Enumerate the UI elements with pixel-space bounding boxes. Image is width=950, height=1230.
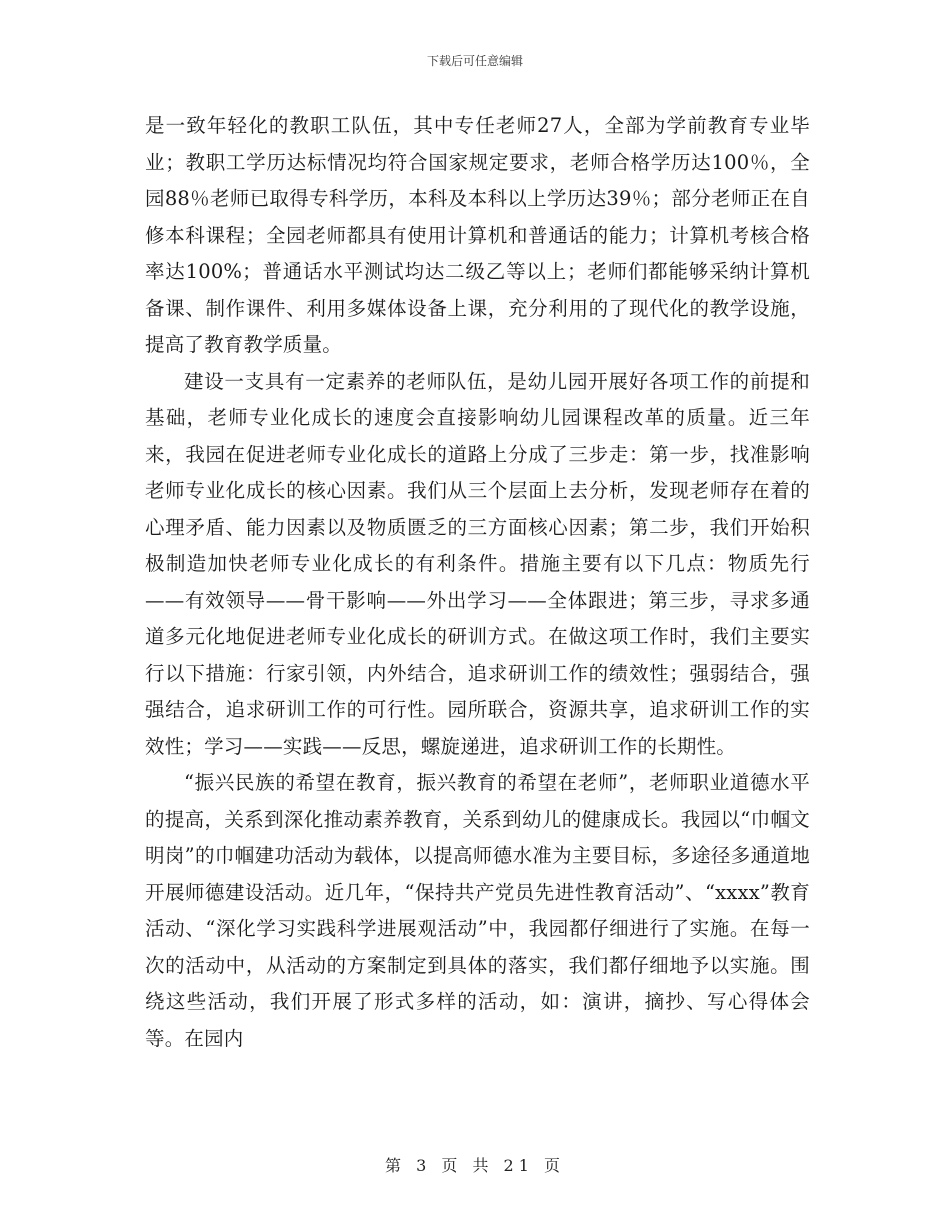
paragraph-1: 是一致年轻化的教职工队伍，其中专任老师27人，全部为学前教育专业毕业；教职工学历达标情况均符合国家规定要求，老师合格学历达100％，全园88％老师已取得专科学历，本科及本科以上学历达39％；部分老师正在自修本科课程；全园老师都具有使用计算机和普通话的能力；计算机考核合格率达100%；普通话水平测试均达二级乙等以上；老师们都能够采纳计算机备课、制作课件、利用多媒体设备上课，充分利用的了现代化的教学设施，提高了教育教学质量。 [145, 114, 810, 356]
page-header: 下载后可任意编辑 [426, 54, 523, 68]
body-text [145, 108, 810, 1057]
paragraph-2: 建设一支具有一定素养的老师队伍，是幼儿园开展好各项工作的前提和基础，老师专业化成长的速度会直接影响幼儿园课程改革的质量。近三年来，我园在促进老师专业化成长的道路上分成了三步走：第一步，找准影响老师专业化成长的核心因素。我们从三个层面上去分析，发现老师存在着的心理矛盾、能力因素以及物质匮乏的三方面核心因素；第二步，我们开始积极制造加快老师专业化成长的有利条件。措施主要有以下几点：物质先行——有效领导——骨干影响——外出学习——全体跟进；第三步，寻求多通道多元化地促进老师专业化成长的研训方式。在做这项工作时，我们主要实行以下措施：行家引领，内外结合，追求研训工作的绩效性；强弱结合，强强结合，追求研训工作的可行性。园所联合，资源共享，追求研训工作的实效性；学习——实践——反思，螺旋递进，追求研训工作的长期性。 [145, 369, 810, 758]
paragraph-3: “振兴民族的希望在教育，振兴教育的希望在老师”，老师职业道德水平的提高，关系到深化推动素养教育，关系到幼儿的健康成长。我园以“巾帼文明岗”的巾帼建功活动为载体，以提高师德水准为主要目标，多途径多通道地开展师德建设活动。近几年，“保持共产党员先进性教育活动”、“xxxx”教育活动、“深化学习实践科学进展观活动”中，我园都仔细进行了实施。在每一次的活动中，从活动的方案制定到具体的落实，我们都仔细地予以实施。围绕这些活动，我们开展了形式多样的活动，如：演讲，摘抄、写心得体会等。在园内 [145, 771, 810, 1050]
page-footer: 第 3 页 共 21 页 [385, 1156, 565, 1175]
